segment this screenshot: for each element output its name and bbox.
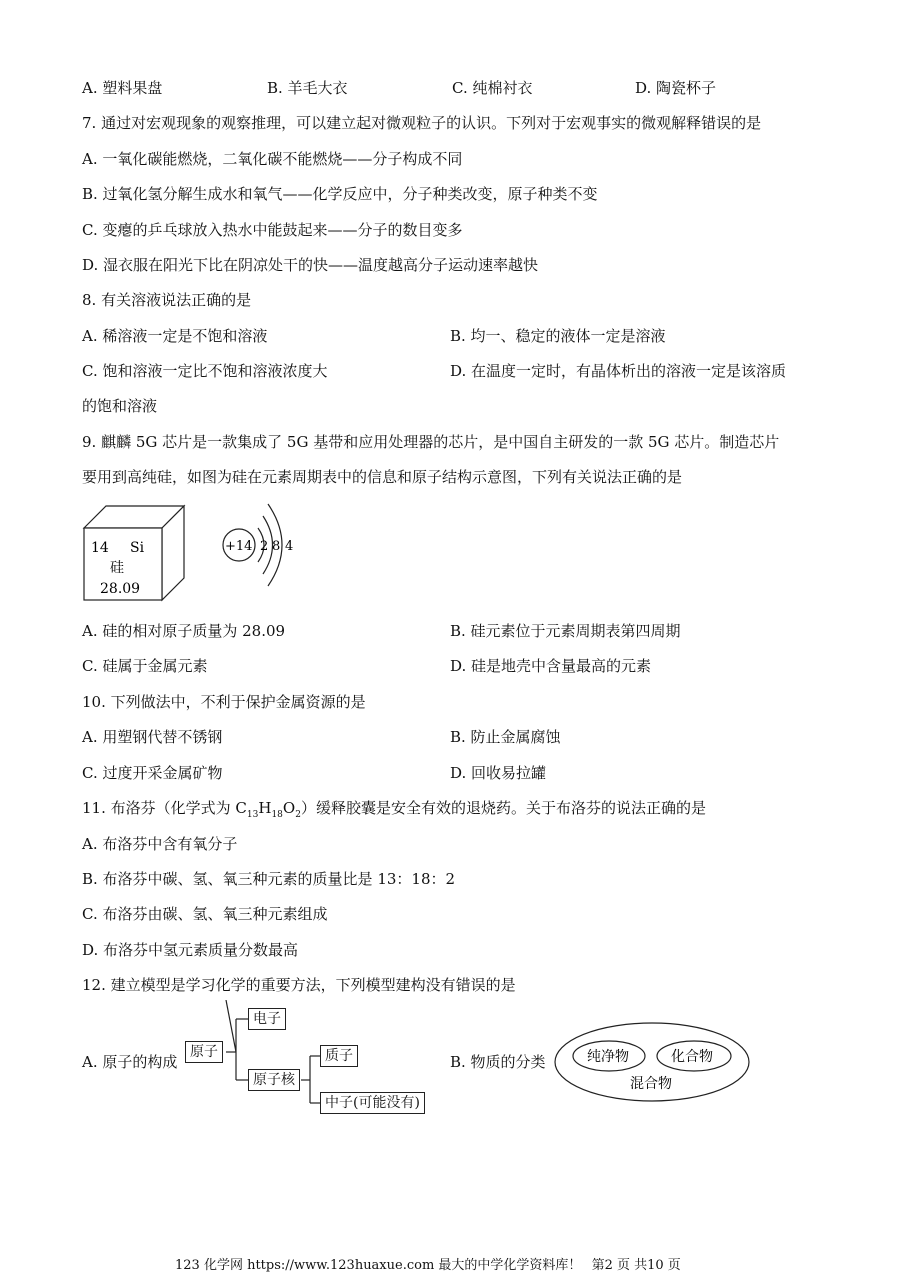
- element-symbol: Si: [130, 540, 145, 556]
- pure-substance-label: 纯净物: [587, 1049, 629, 1065]
- q11-option-d: D. 布洛芬中氢元素质量分数最高: [82, 941, 299, 959]
- q8-stem: 8. 有关溶液说法正确的是: [82, 291, 252, 309]
- q10-option-b: B. 防止金属腐蚀: [450, 728, 561, 746]
- element-number: 14: [91, 540, 109, 556]
- element-mass: 28.09: [100, 581, 141, 597]
- q12-stem: 12. 建立模型是学习化学的重要方法，下列模型建构没有错误的是: [82, 976, 516, 994]
- q8-option-d: D. 在温度一定时，有晶体析出的溶液一定是该溶质: [450, 362, 787, 380]
- electron-box: 电子: [248, 1008, 286, 1030]
- q10-stem: 10. 下列做法中，不利于保护金属资源的是: [82, 693, 366, 711]
- q11-option-a: A. 布洛芬中含有氧分子: [82, 835, 238, 853]
- q6-option-c: C. 纯棉衬衣: [452, 79, 533, 97]
- q11-stem-after: ）缓释胶囊是安全有效的退烧药。关于布洛芬的说法正确的是: [300, 799, 706, 817]
- q9-option-b: B. 硅元素位于元素周期表第四周期: [450, 622, 681, 640]
- q7-option-c: C. 变瘪的乒乓球放入热水中能鼓起来——分子的数目变多: [82, 221, 463, 239]
- footer-site: 123 化学网 https://www.123huaxue.com 最大的中学化学资料库！: [175, 1258, 582, 1273]
- q7-option-b: B. 过氧化氢分解生成水和氧气——化学反应中，分子种类改变，原子种类不变: [82, 185, 598, 203]
- q7-option-d: D. 湿衣服在阳光下比在阴凉处干的快——温度越高分子运动速率越快: [82, 256, 539, 274]
- neutron-box: 中子(可能没有): [320, 1092, 425, 1114]
- q12-option-a-label: A. 原子的构成: [82, 1053, 178, 1071]
- q6-option-a: A. 塑料果盘: [82, 79, 163, 97]
- atom-shell-2: 8: [272, 539, 281, 554]
- q10-option-a: A. 用塑钢代替不锈钢: [82, 728, 223, 746]
- q6-option-d: D. 陶瓷杯子: [635, 79, 717, 97]
- ibuprofen-formula: $C_{13}H_{18}O_2$: [235, 799, 301, 820]
- q11-option-c: C. 布洛芬由碳、氢、氧三种元素组成: [82, 905, 328, 923]
- mixture-label: 混合物: [630, 1076, 672, 1092]
- page-footer: [175, 1254, 687, 1273]
- q12-option-b-label: B. 物质的分类: [450, 1053, 546, 1071]
- proton-box: 质子: [320, 1045, 358, 1067]
- q11-stem-before: 11. 布洛芬（化学式为: [82, 799, 236, 817]
- q11-stem: [82, 798, 706, 825]
- matter-classification-model: [552, 1020, 752, 1104]
- atom-box: 原子: [185, 1041, 223, 1063]
- atom-shell-3: 4: [285, 539, 294, 554]
- q6-options: [82, 78, 862, 98]
- silicon-atom-diagram: [218, 502, 300, 590]
- atom-nucleus-charge: +14: [225, 539, 253, 554]
- q9-option-a: A. 硅的相对原子质量为 28.09: [82, 622, 286, 640]
- q9-option-c: C. 硅属于金属元素: [82, 657, 208, 675]
- q11-option-b: B. 布洛芬中碳、氢、氧三种元素的质量比是 13：18：2: [82, 870, 456, 888]
- q8-option-a: A. 稀溶液一定是不饱和溶液: [82, 327, 268, 345]
- q6-option-b: B. 羊毛大衣: [267, 79, 348, 97]
- q9-stem-line2: 要用到高纯硅，如图为硅在元素周期表中的信息和原子结构示意图，下列有关说法正确的是: [82, 468, 683, 486]
- q10-option-c: C. 过度开采金属矿物: [82, 764, 223, 782]
- nucleus-box: 原子核: [248, 1069, 300, 1091]
- q7-stem: 7. 通过对宏观现象的观察推理，可以建立起对微观粒子的认识。下列对于宏观事实的微观解释错误的是: [82, 114, 762, 132]
- q9-option-d: D. 硅是地壳中含量最高的元素: [450, 657, 652, 675]
- silicon-element-cell: [82, 504, 188, 602]
- q8-option-c: C. 饱和溶液一定比不饱和溶液浓度大: [82, 362, 328, 380]
- q8-option-b: B. 均一、稳定的液体一定是溶液: [450, 327, 666, 345]
- q8-option-d-continued: 的饱和溶液: [82, 397, 158, 415]
- q9-stem-line1: 9. 麒麟 5G 芯片是一款集成了 5G 基带和应用处理器的芯片，是中国自主研发的一款 5G 芯片。制造芯片: [82, 433, 780, 451]
- atom-shell-1: 2: [260, 539, 269, 554]
- q7-option-a: A. 一氧化碳能燃烧，二氧化碳不能燃烧——分子构成不同: [82, 150, 463, 168]
- footer-page-number: 第2 页 共10 页: [591, 1258, 681, 1273]
- element-name: 硅: [110, 560, 124, 576]
- q10-option-d: D. 回收易拉罐: [450, 764, 547, 782]
- compound-label: 化合物: [671, 1049, 713, 1065]
